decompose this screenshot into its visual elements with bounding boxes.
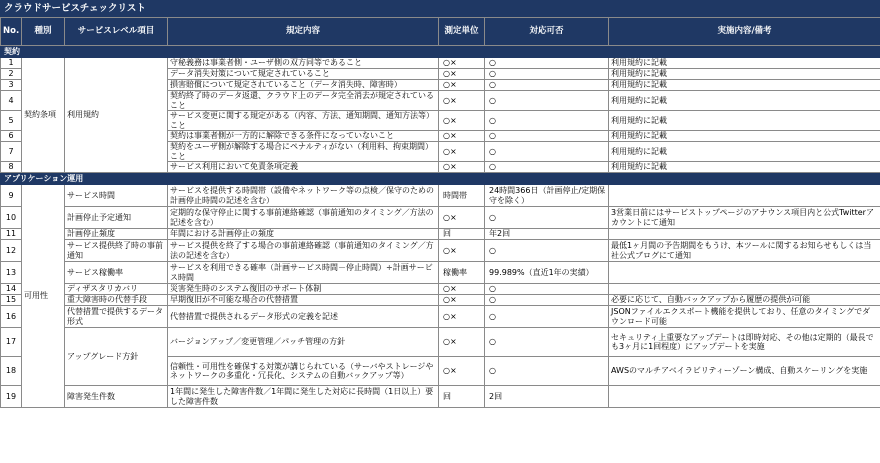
- content-cell: 契約は事業者側が一方的に解除できる条件になっていないこと: [168, 131, 439, 142]
- row-number: 17: [1, 328, 22, 357]
- note-cell: [609, 262, 880, 284]
- sheet-title: クラウドサービスチェックリスト: [0, 0, 880, 17]
- table-row: [1, 58, 880, 69]
- content-cell: バージョンアップ／変更管理／パッチ管理の方針: [168, 328, 439, 357]
- service-level-item: 計画停止予定通知: [65, 207, 168, 229]
- support-cell: ○: [485, 207, 609, 229]
- unit-cell: ○×: [439, 131, 485, 142]
- note-cell: 利用規約に記載: [609, 69, 880, 80]
- unit-cell: ○×: [439, 306, 485, 328]
- table-row: [1, 185, 880, 207]
- unit-cell: ○×: [439, 91, 485, 111]
- row-number: 19: [1, 386, 22, 408]
- section-title: 契約: [1, 46, 880, 58]
- support-cell: ○: [485, 111, 609, 131]
- content-cell: 災害発生時のシステム復旧のサポート体制: [168, 284, 439, 295]
- section-row: [1, 173, 880, 185]
- unit-cell: 回: [439, 386, 485, 408]
- service-level-item: アップグレード方針: [65, 328, 168, 386]
- support-cell: ○: [485, 131, 609, 142]
- content-cell: サービス提供を終了する場合の事前連絡確認（事前通知のタイミング／方法の記述を含む）: [168, 240, 439, 262]
- support-cell: 24時間366日（計画停止/定期保守を除く）: [485, 185, 609, 207]
- note-cell: セキュリティ上重要なアップデートは即時対応、その他は定期的（最長でも3ヶ月に1回程度）にアップデートを実施: [609, 328, 880, 357]
- note-cell: 利用規約に記載: [609, 142, 880, 162]
- note-cell: 利用規約に記載: [609, 131, 880, 142]
- table-row: [1, 295, 880, 306]
- note-cell: JSONファイルエクスポート機能を提供しており、任意のタイミングでダウンロード可能: [609, 306, 880, 328]
- content-cell: 早期復旧が不可能な場合の代替措置: [168, 295, 439, 306]
- col-header-note: 実施内容/備考: [609, 18, 880, 46]
- table-row: [1, 240, 880, 262]
- unit-cell: ○×: [439, 58, 485, 69]
- unit-cell: ○×: [439, 69, 485, 80]
- row-number: 12: [1, 240, 22, 262]
- content-cell: 信頼性・可用性を確保する対策が講じられている（サーバやストレージやネットワークの多重化・冗長化、システムの自動バックアップ等）: [168, 357, 439, 386]
- table-row: [1, 229, 880, 240]
- content-cell: 定期的な保守停止に関する事前連絡確認（事前通知のタイミング／方法の記述を含む）: [168, 207, 439, 229]
- row-number: 15: [1, 295, 22, 306]
- service-level-item: 代替措置で提供するデータ形式: [65, 306, 168, 328]
- col-header-item: サービスレベル項目: [65, 18, 168, 46]
- note-cell: [609, 229, 880, 240]
- row-number: 13: [1, 262, 22, 284]
- table-row: [1, 284, 880, 295]
- unit-cell: ○×: [439, 328, 485, 357]
- service-level-item: サービス稼働率: [65, 262, 168, 284]
- content-cell: 年間における計画停止の頻度: [168, 229, 439, 240]
- content-cell: 損害賠償について規定されていること（データ消失時、障害時）: [168, 80, 439, 91]
- unit-cell: 回: [439, 229, 485, 240]
- row-number: 14: [1, 284, 22, 295]
- content-cell: 代替措置で提供されるデータ形式の定義を記述: [168, 306, 439, 328]
- unit-cell: ○×: [439, 240, 485, 262]
- unit-cell: 稼働率: [439, 262, 485, 284]
- section-row: [1, 46, 880, 58]
- content-cell: 1年間に発生した障害件数／1年間に発生した対応に長時間（1日以上）要した障害件数: [168, 386, 439, 408]
- content-cell: サービス利用において免責条項定義: [168, 162, 439, 173]
- service-level-item: 利用規約: [65, 58, 168, 173]
- row-number: 7: [1, 142, 22, 162]
- note-cell: [609, 185, 880, 207]
- content-cell: 契約終了時のデータ返還、クラウド上のデータ完全消去が規定されていること: [168, 91, 439, 111]
- content-cell: 契約をユーザ側が解除する場合にペナルティがない（利用料、拘束期間）こと: [168, 142, 439, 162]
- content-cell: データ消失対策について規定されていること: [168, 69, 439, 80]
- unit-cell: ○×: [439, 142, 485, 162]
- support-cell: ○: [485, 69, 609, 80]
- table-body: [1, 46, 880, 408]
- support-cell: 2回: [485, 386, 609, 408]
- unit-cell: 時間帯: [439, 185, 485, 207]
- category-cell: 可用性: [22, 185, 65, 408]
- unit-cell: ○×: [439, 357, 485, 386]
- row-number: 1: [1, 58, 22, 69]
- row-number: 6: [1, 131, 22, 142]
- unit-cell: ○×: [439, 207, 485, 229]
- support-cell: ○: [485, 142, 609, 162]
- support-cell: ○: [485, 306, 609, 328]
- unit-cell: ○×: [439, 162, 485, 173]
- service-level-item: サービス提供終了時の事前通知: [65, 240, 168, 262]
- content-cell: サービス変更に関する規定がある（内容、方法、通知期間、通知方法等）こと: [168, 111, 439, 131]
- support-cell: ○: [485, 58, 609, 69]
- unit-cell: ○×: [439, 295, 485, 306]
- service-level-item: 重大障害時の代替手段: [65, 295, 168, 306]
- col-header-support: 対応可否: [485, 18, 609, 46]
- note-cell: [609, 284, 880, 295]
- row-number: 10: [1, 207, 22, 229]
- unit-cell: ○×: [439, 80, 485, 91]
- support-cell: ○: [485, 357, 609, 386]
- col-header-type: 種別: [22, 18, 65, 46]
- table-row: [1, 328, 880, 357]
- note-cell: AWSのマルチアベイラビリティーゾーン構成、自動スケーリングを実施: [609, 357, 880, 386]
- table-row: [1, 306, 880, 328]
- row-number: 2: [1, 69, 22, 80]
- support-cell: 年2回: [485, 229, 609, 240]
- support-cell: 99.989%（直近1年の実績）: [485, 262, 609, 284]
- content-cell: サービスを提供する時間帯（設備やネットワーク等の点検／保守のための計画停止時間の記述を含む）: [168, 185, 439, 207]
- support-cell: ○: [485, 91, 609, 111]
- support-cell: ○: [485, 295, 609, 306]
- row-number: 16: [1, 306, 22, 328]
- header-row: [1, 18, 880, 46]
- table-row: [1, 207, 880, 229]
- note-cell: 利用規約に記載: [609, 58, 880, 69]
- table-row: [1, 262, 880, 284]
- note-cell: 3営業日前にはサービストップページのアナウンス項目内と公式Twitterアカウントにて通知: [609, 207, 880, 229]
- row-number: 11: [1, 229, 22, 240]
- col-header-unit: 測定単位: [439, 18, 485, 46]
- row-number: 5: [1, 111, 22, 131]
- col-header-no: No.: [1, 18, 22, 46]
- note-cell: 最低1ヶ月間の予告期間をもうけ、本ツールに関するお知らせもしくは当社公式ブログにて通知: [609, 240, 880, 262]
- unit-cell: ○×: [439, 284, 485, 295]
- support-cell: ○: [485, 162, 609, 173]
- note-cell: 利用規約に記載: [609, 80, 880, 91]
- note-cell: 利用規約に記載: [609, 91, 880, 111]
- support-cell: ○: [485, 328, 609, 357]
- category-cell: 契約条項: [22, 58, 65, 173]
- service-level-item: 障害発生件数: [65, 386, 168, 408]
- note-cell: 利用規約に記載: [609, 111, 880, 131]
- note-cell: 利用規約に記載: [609, 162, 880, 173]
- note-cell: 必要に応じて、自動バックアップから履歴の提供が可能: [609, 295, 880, 306]
- note-cell: [609, 386, 880, 408]
- content-cell: 守秘義務は事業者側・ユーザ側の双方同等であること: [168, 58, 439, 69]
- content-cell: サービスを利用できる確率（計画サービス時間－停止時間）÷計画サービス時間: [168, 262, 439, 284]
- row-number: 18: [1, 357, 22, 386]
- support-cell: ○: [485, 80, 609, 91]
- service-level-item: ディザスタリカバリ: [65, 284, 168, 295]
- unit-cell: ○×: [439, 111, 485, 131]
- service-level-item: 計画停止頻度: [65, 229, 168, 240]
- row-number: 8: [1, 162, 22, 173]
- row-number: 9: [1, 185, 22, 207]
- col-header-content: 規定内容: [168, 18, 439, 46]
- section-title: アプリケーション運用: [1, 173, 880, 185]
- checklist-table: [0, 17, 880, 408]
- support-cell: ○: [485, 240, 609, 262]
- table-row: [1, 386, 880, 408]
- row-number: 4: [1, 91, 22, 111]
- service-level-item: サービス時間: [65, 185, 168, 207]
- support-cell: ○: [485, 284, 609, 295]
- row-number: 3: [1, 80, 22, 91]
